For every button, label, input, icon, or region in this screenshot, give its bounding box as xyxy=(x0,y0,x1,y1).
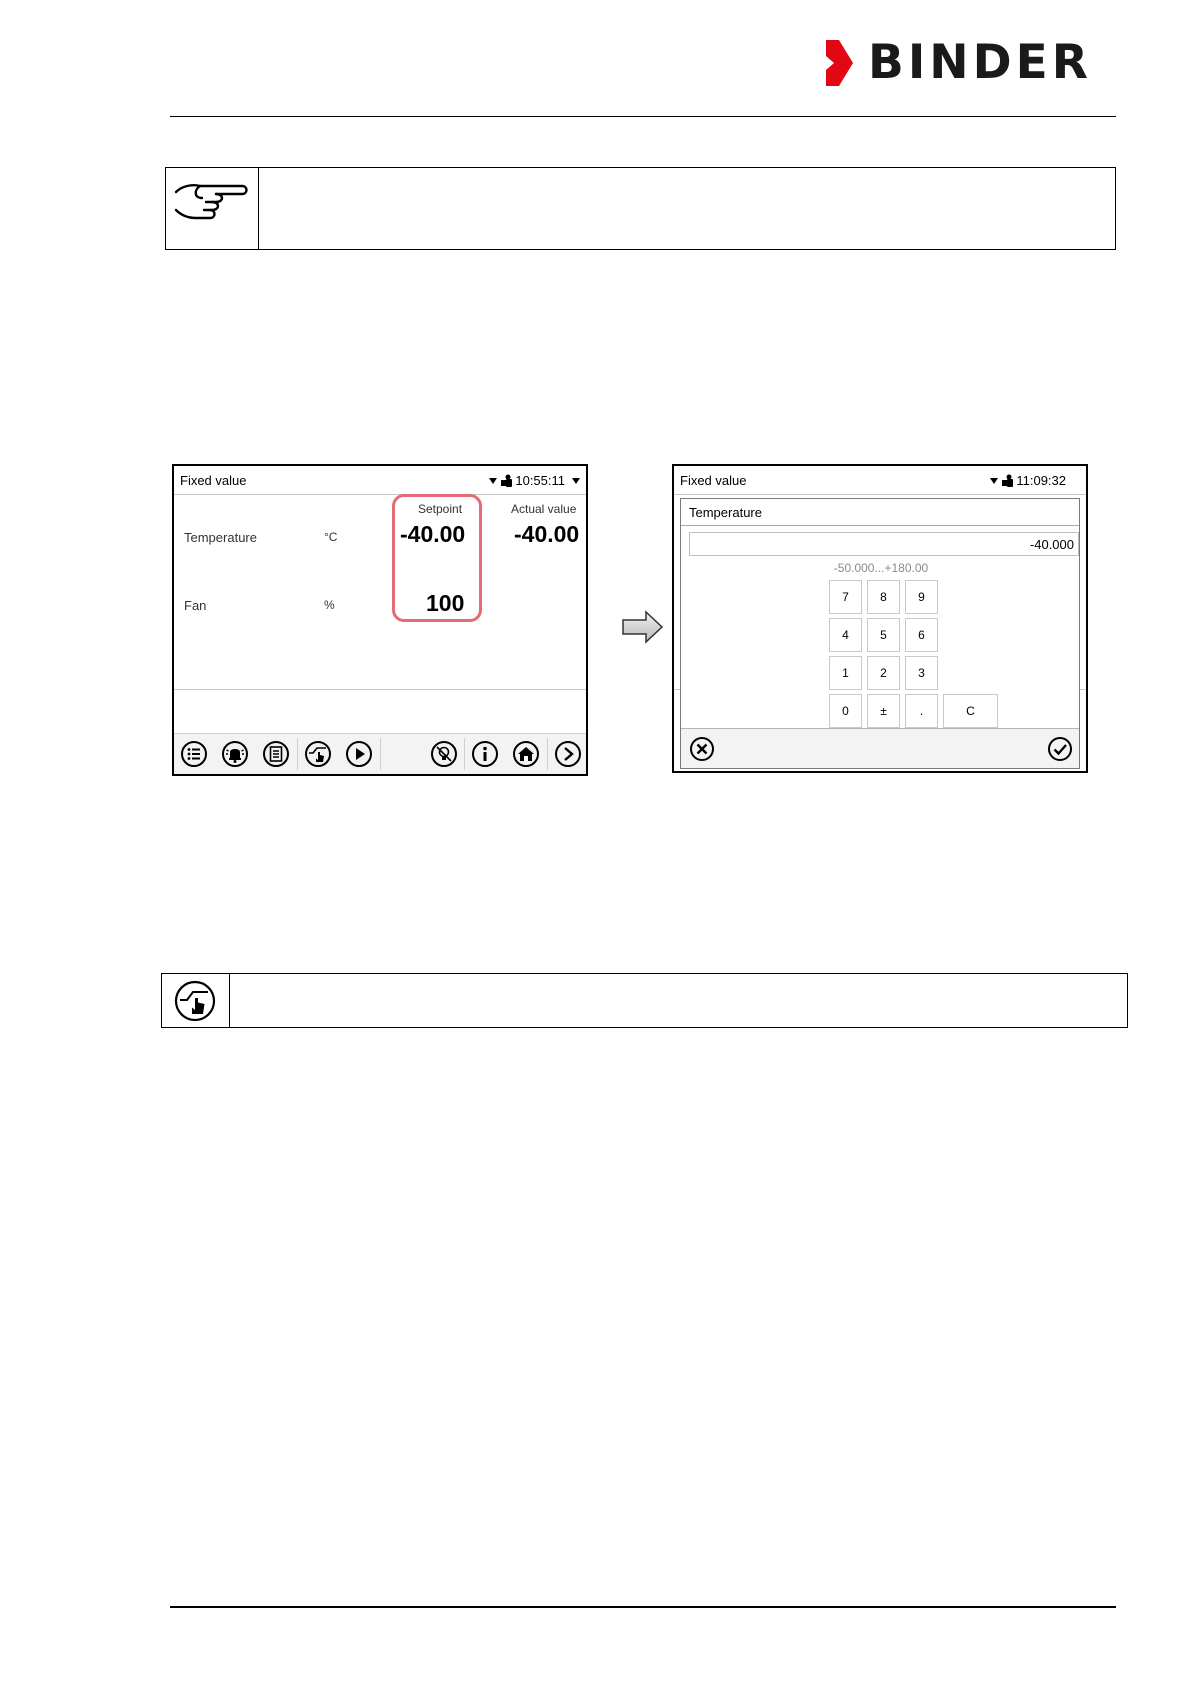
setpoint-column-header: Setpoint xyxy=(418,502,463,516)
screen-title: Fixed value xyxy=(680,473,747,488)
fan-setpoint-value[interactable]: 100 xyxy=(426,590,465,616)
key-4[interactable]: 4 xyxy=(829,618,862,652)
toolbar-separator xyxy=(547,738,548,770)
note-box xyxy=(165,167,1116,250)
next-icon[interactable] xyxy=(554,740,582,768)
screen-fixed-value xyxy=(172,464,588,776)
temperature-label: Temperature xyxy=(184,530,257,545)
clock-time: 11:09:32 xyxy=(1016,473,1066,488)
header-rule xyxy=(170,116,1116,117)
actual-value-column-header: Actual value xyxy=(511,502,577,516)
binder-logo-mark-icon xyxy=(826,40,862,86)
fan-unit: % xyxy=(324,598,335,612)
touch-icon-cell xyxy=(162,974,230,1027)
temperature-actual-value: -40.00 xyxy=(514,521,580,547)
brand-name: BINDER xyxy=(868,35,1092,90)
lock-user-icon xyxy=(1001,474,1013,487)
fan-label: Fan xyxy=(184,598,207,613)
temperature-unit: °C xyxy=(324,530,338,544)
lock-user-icon xyxy=(500,474,512,487)
content-divider xyxy=(174,689,586,690)
manual-mode-touch-icon xyxy=(174,980,216,1022)
dialog-title-rule xyxy=(681,525,1079,526)
value-input[interactable]: -40.000 xyxy=(689,532,1079,556)
menu-icon[interactable] xyxy=(180,740,208,768)
dialog-title: Temperature xyxy=(689,505,762,520)
light-off-icon[interactable] xyxy=(430,740,458,768)
key-6[interactable]: 6 xyxy=(905,618,938,652)
pointing-hand-icon xyxy=(172,174,252,226)
temperature-setpoint-value[interactable]: -40.00 xyxy=(400,521,466,547)
cancel-icon[interactable] xyxy=(689,736,715,762)
alarm-bell-icon[interactable] xyxy=(221,740,249,768)
screen-value-entry xyxy=(672,464,1088,773)
toolbar-separator xyxy=(297,738,298,770)
title-bar xyxy=(674,466,1086,495)
toolbar-separator xyxy=(464,738,465,770)
touch-note-box xyxy=(161,973,1128,1028)
key-7[interactable]: 7 xyxy=(829,580,862,614)
key-9[interactable]: 9 xyxy=(905,580,938,614)
key-0[interactable]: 0 xyxy=(829,694,862,728)
title-bar xyxy=(174,466,586,495)
confirm-icon[interactable] xyxy=(1047,736,1073,762)
info-icon[interactable] xyxy=(471,740,499,768)
footer-rule xyxy=(170,1606,1116,1608)
key-5[interactable]: 5 xyxy=(867,618,900,652)
dialog-bottom-bar xyxy=(681,728,1079,768)
status-area xyxy=(489,473,580,488)
key-clear[interactable]: C xyxy=(943,694,998,728)
clock-time: 10:55:11 xyxy=(515,473,565,488)
user-dropdown-icon[interactable] xyxy=(572,478,580,484)
binder-logo xyxy=(826,35,1116,90)
key-decimal-point[interactable]: . xyxy=(905,694,938,728)
key-1[interactable]: 1 xyxy=(829,656,862,690)
note-icon-cell xyxy=(166,168,259,249)
bottom-toolbar xyxy=(174,733,586,774)
arrow-right-icon xyxy=(622,610,664,644)
key-3[interactable]: 3 xyxy=(905,656,938,690)
screen-title: Fixed value xyxy=(180,473,247,488)
key-2[interactable]: 2 xyxy=(867,656,900,690)
dropdown-triangle-icon[interactable] xyxy=(489,478,497,484)
status-area xyxy=(990,473,1066,488)
key-plus-minus[interactable]: ± xyxy=(867,694,900,728)
value-range: -50.000...+180.00 xyxy=(833,561,929,575)
play-icon[interactable] xyxy=(345,740,373,768)
dropdown-triangle-icon[interactable] xyxy=(990,478,998,484)
notes-icon[interactable] xyxy=(262,740,290,768)
numeric-entry-dialog xyxy=(680,498,1080,769)
toolbar-separator xyxy=(380,738,381,770)
key-8[interactable]: 8 xyxy=(867,580,900,614)
manual-mode-icon[interactable] xyxy=(304,740,332,768)
home-icon[interactable] xyxy=(512,740,540,768)
